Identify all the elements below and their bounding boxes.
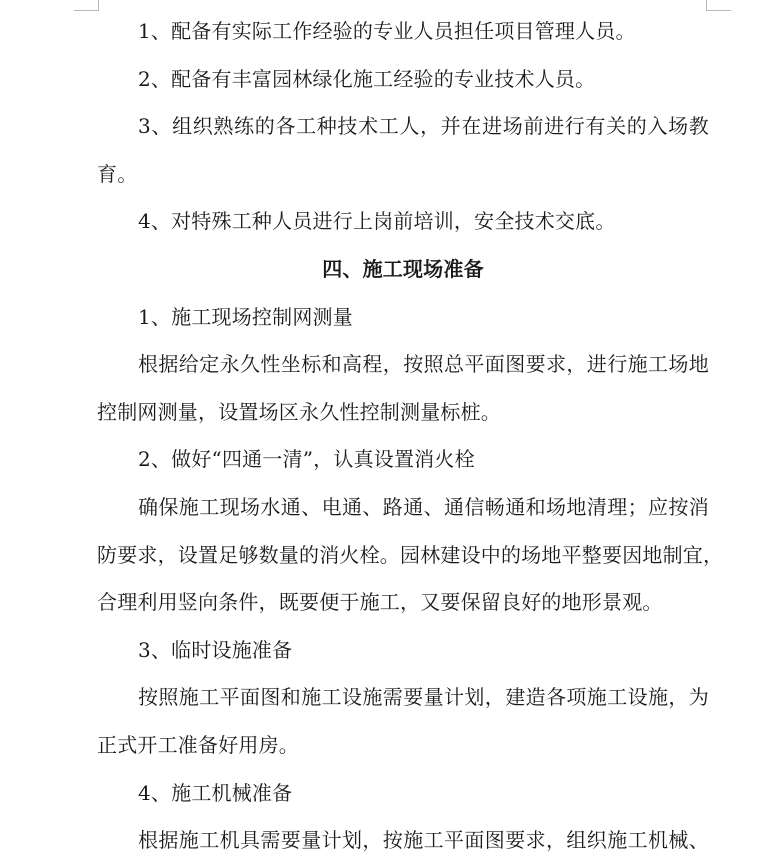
paragraph-line: 按照施工平面图和施工设施需要量计划，建造各项施工设施，为 <box>138 685 709 710</box>
subsection-title: 2、做好“四通一清”，认真设置消火栓 <box>138 447 475 472</box>
paragraph-line: 育。 <box>97 161 138 186</box>
paragraph-line: 合理利用竖向条件，既要便于施工，又要保留良好的地形景观。 <box>97 590 663 615</box>
paragraph-line: 根据给定永久性坐标和高程，按照总平面图要求，进行施工场地 <box>138 352 709 377</box>
paragraph-line: 控制网测量，设置场区永久性控制测量标桩。 <box>97 399 501 424</box>
paragraph-line: 2、配备有丰富园林绿化施工经验的专业技术人员。 <box>138 66 596 91</box>
paragraph-line: 确保施工现场水通、电通、路通、通信畅通和场地清理；应按消 <box>138 494 709 519</box>
section-heading: 四、施工现场准备 <box>322 256 484 281</box>
subsection-title: 1、施工现场控制网测量 <box>138 304 353 329</box>
paragraph-line: 4、对特殊工种人员进行上岗前培训，安全技术交底。 <box>138 209 616 234</box>
top-right-corner-mark <box>706 0 731 11</box>
top-left-corner-mark <box>74 0 99 11</box>
paragraph-line: 3、组织熟练的各工种技术工人，并在进场前进行有关的入场教 <box>138 114 709 139</box>
subsection-title: 4、施工机械准备 <box>138 780 293 805</box>
document-body <box>97 8 724 865</box>
paragraph-line: 正式开工准备好用房。 <box>97 732 299 757</box>
subsection-title: 3、临时设施准备 <box>138 637 293 662</box>
paragraph-line: 1、配备有实际工作经验的专业人员担任项目管理人员。 <box>138 19 636 43</box>
paragraph-line: 防要求，设置足够数量的消火栓。园林建设中的场地平整要因地制宜， <box>97 542 724 567</box>
paragraph-line: 根据施工机具需要量计划，按施工平面图要求，组织施工机械、 <box>138 828 709 853</box>
